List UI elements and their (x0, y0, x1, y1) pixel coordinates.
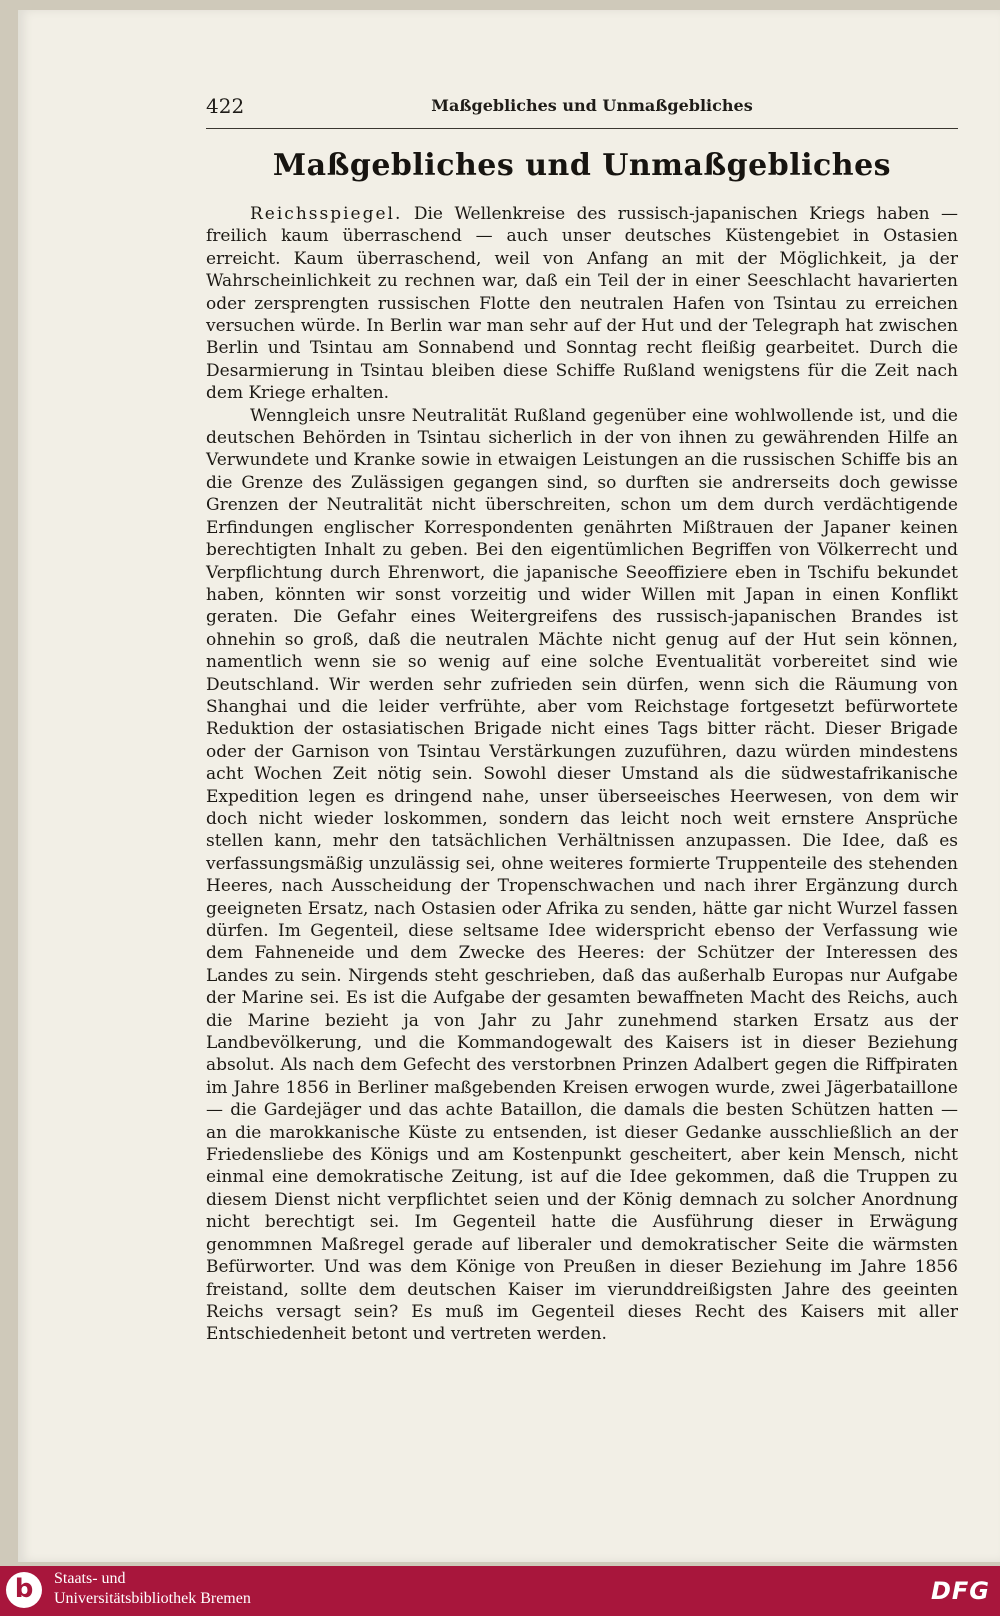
article-body (206, 203, 958, 1346)
article-title: Maßgebliches und Unmaßgebliches (272, 148, 892, 183)
paragraph-2: Wenngleich unsre Neutralität Rußland gegenüber eine wohlwollende ist, und die deutschen Behörden in Tsintau sicherlich in der von ihnen zu gewährenden Hilfe an Verwundete und Kranke sowie in etwaigen Leistungen an die russischen Schiffe bis an die Grenze des Zulässigen gegangen sind, so durften sie andrerseits doch gewisse Grenzen der Neutralität nicht überschreiten, schon um dem durch verdächtigende Erfindungen englischer Korrespondenten genährten Mißtrauen der Japaner keinen berechtigten Inhalt zu geben. Bei den eigentümlichen Begriffen von Völkerrecht und Verpflichtung durch Ehrenwort, die japanische Seeoffiziere eben in Tschifu bekundet haben, könnten wir sonst vorzeitig und wider Willen mit Japan in einen Konflikt geraten. Die Gefahr eines Weitergreifens des russisch-japanischen Brandes ist ohnehin so groß, daß die neutralen Mächte nicht genug auf der Hut sein können, namentlich wenn sie so wenig auf eine solche Eventualität vorbereitet sind wie Deutschland. Wir werden sehr zufrieden sein dürfen, wenn sich die Räumung von Shanghai und die leider verfrühte, aber vom Reichstage fortgesetzt befürwortete Reduktion der ostasiatischen Brigade nicht eines Tags bitter rächt. Dieser Brigade oder der Garnison von Tsintau Verstärkungen zuzuführen, dazu würden mindestens acht Wochen Zeit nötig sein. Sowohl dieser Umstand als die südwestafrikanische Expedition legen es dringend nahe, unser überseeisches Heerwesen, von dem wir doch nicht wieder loskommen, sondern das leicht noch weit ernstere Ansprüche stellen kann, mehr den tatsächlichen Verhältnissen anzupassen. Die Idee, daß es verfassungsmäßig unzulässig sei, ohne weiteres formierte Truppenteile des stehenden Heeres, nach Ausscheidung der Tropenschwachen und nach ihrer Ergänzung durch geeigneten Ersatz, nach Ostasien oder Afrika zu senden, hätte gar nicht Wurzel fassen dürfen. Im Gegenteil, diese seltsame Idee widerspricht ebenso der Verfassung wie dem Fahneneide und dem Zwecke des Heeres: der Schützer der Interessen des Landes zu sein. Nirgends steht geschrieben, daß das außerhalb Europas nur Aufgabe der Marine sei. Es ist die Aufgabe der gesamten bewaffneten Macht des Reichs, auch die Marine bezieht ja von Jahr zu Jahr zunehmend starken Ersatz aus der Landbevölkerung, und die Kommandogewalt des Kaisers ist in dieser Beziehung absolut. Als nach dem Gefecht des verstorbnen Prinzen Adalbert gegen die Riffpiraten im Jahre 1856 in Berliner maßgebenden Kreisen erwogen wurde, zwei Jägerbataillone — die Gardejäger und das achte Bataillon, die damals die besten Schützen hatten — an die marokkanische Küste zu entsenden, ist dieser Gedanke ausschließlich an der Friedensliebe des Königs und am Kostenpunkt gescheitert, aber kein Mensch, nicht einmal eine demokratische Zeitung, ist auf die Idee gekommen, daß die Truppen zu diesem Dienst nicht verpflichtet seien und der König demnach zu solcher Anordnung nicht berechtigt sei. Im Gegenteil hatte die Ausführung dieser in Erwägung genommnen Maßregel gerade auf liberaler und demokratischer Seite die wärmsten Befürworter. Und was dem Könige von Preußen in dieser Beziehung im Jahre 1856 freistand, sollte dem deutschen Kaiser im vierunddreißigsten Jahre des geeinten Reichs versagt sein? Es muß im Gegenteil dieses Recht des Kaisers mit aller Entschiedenheit betont und vertreten werden. (206, 405, 958, 1345)
running-head (206, 88, 958, 129)
library-name-line1[interactable]: Staats- und (54, 1570, 126, 1587)
library-name-line2[interactable]: Universitätsbibliothek Bremen (54, 1590, 251, 1607)
paragraph-1-text: Die Wellenkreise des russisch-japanischen Kriegs haben — freilich kaum überraschend — auch unser deutsches Küstengebiet in Ostasien erreicht. Kaum überraschend, weil von Anfang an mit der Möglichkeit, ja der Wahrscheinlichkeit zu rechnen war, daß ein Teil der in einer Seeschlacht havarierten oder zersprengten russischen Flotte den neutralen Hafen von Tsintau zu erreichen versuchen würde. In Berlin war man sehr auf der Hut und der Telegraph hat zwischen Berlin und Tsintau am Sonnabend und Sonntag recht fleißig gearbeitet. Durch die Desarmierung in Tsintau bleiben diese Schiffe Rußland wenigstens für die Zeit nach dem Kriege erhalten. (206, 204, 958, 404)
dfg-logo[interactable]: DFG (930, 1577, 990, 1605)
library-footer (0, 1566, 1000, 1616)
library-logo-icon[interactable]: b (6, 1572, 42, 1608)
lead-word: Reichsspiegel. (250, 204, 403, 224)
running-title: Maßgebliches und Unmaßgebliches (431, 96, 753, 115)
page-number: 422 (206, 94, 245, 118)
paragraph-1 (206, 203, 958, 405)
